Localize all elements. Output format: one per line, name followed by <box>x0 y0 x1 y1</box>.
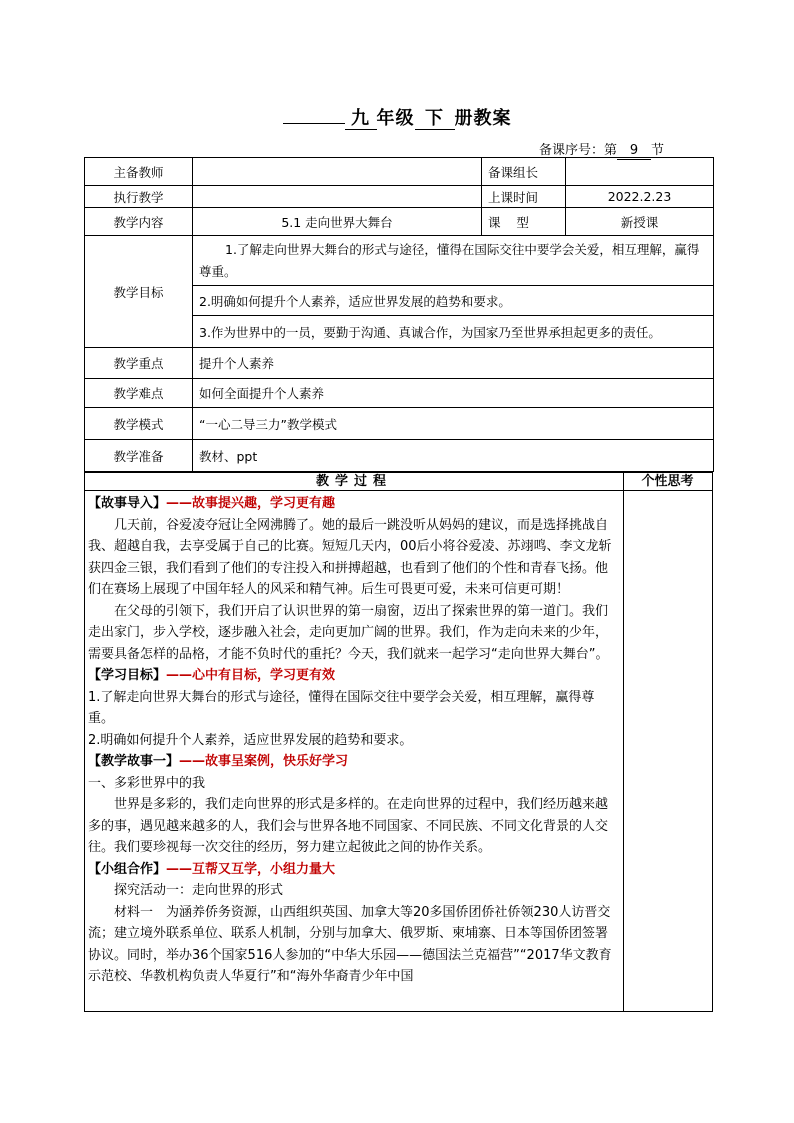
content-value: 5.1 走向世界大舞台 <box>193 208 482 236</box>
section-story-intro <box>88 493 619 515</box>
key-point-value: 提升个人素养 <box>193 348 714 379</box>
term-value: 下 <box>415 109 455 130</box>
term-label: 册教案 <box>454 108 512 129</box>
type-label: 课 型 <box>482 208 566 236</box>
content-label: 教学内容 <box>85 208 193 236</box>
key-point-label: 教学重点 <box>85 348 193 379</box>
row-teacher <box>85 158 714 186</box>
process-header-row <box>84 472 713 490</box>
section-tag: 【教学故事一】 <box>88 754 180 769</box>
row-difficulty <box>85 379 714 408</box>
serial-label: 备课序号：第 <box>538 143 617 158</box>
difficulty-label: 教学难点 <box>85 379 193 408</box>
section-tag: 【小组合作】 <box>88 861 167 877</box>
story-heading: 一、多彩世界中的我 <box>88 775 206 791</box>
grade-value: 九 <box>345 109 377 130</box>
section-tag: 【故事导入】 <box>88 496 167 511</box>
process-body <box>84 490 713 1012</box>
goal-item-2: 2.明确如何提升个人素养，适应世界发展的趋势和要求。 <box>193 286 714 316</box>
mode-label: 教学模式 <box>85 408 193 440</box>
row-mode <box>85 408 714 440</box>
goal-item-1: 1.了解走向世界大舞台的形式与途径，懂得在国际交往中要学会关爱，相互理解，赢得尊重。 <box>193 236 714 286</box>
row-goal-1 <box>85 236 714 286</box>
mode-value: “一心二导三力”教学模式 <box>193 408 714 440</box>
reflection-header: 个性思考 <box>641 474 694 489</box>
lead-teacher-label: 主备教师 <box>85 158 193 186</box>
grade-label: 年级 <box>376 108 415 129</box>
column-divider <box>623 491 624 1011</box>
section-subtitle: ——故事呈案例，快乐好学习 <box>179 754 349 769</box>
prep-value: 教材、ppt <box>193 440 714 472</box>
material-paragraph: 材料一 为涵养侨务资源，山西组织英国、加拿大等20多国侨团侨社侨领230人访晋交流；建立境外联系单位、联系人机制，分别与加拿大、俄罗斯、柬埔寨、日本等国侨团签署协议。同时，举办36个国家516人参加的“中华大乐园——德国法兰克福营”“2017华文教育示范校、华教机构负责人华夏行”和“海外华裔青少年中国 <box>88 904 612 984</box>
group-leader-label: 备课组长 <box>482 158 566 186</box>
learning-goal-2: 2.明确如何提升个人素养，适应世界发展的趋势和要求。 <box>88 732 413 748</box>
section-learning-goals <box>88 665 619 687</box>
type-value: 新授课 <box>566 208 714 236</box>
section-subtitle: ——互帮又互学，小组力量大 <box>166 861 336 877</box>
row-executor <box>85 186 714 208</box>
section-teaching-story <box>88 751 619 773</box>
difficulty-value: 如何全面提升个人素养 <box>193 379 714 408</box>
lead-teacher-value <box>193 158 482 186</box>
class-time-label: 上课时间 <box>482 186 566 208</box>
learning-goal-1: 1.了解走向世界大舞台的形式与途径，懂得在国际交往中要学会关爱，相互理解，赢得尊重。 <box>88 689 595 726</box>
story-paragraph: 世界是多彩的，我们走向世界的形式是多样的。在走向世界的过程中，我们经历越来越多的事，遇见越来越多的人，我们会与世界各地不同国家、不同民族、不同文化背景的人交往。我们要珍视每一次交往的经历，努力建立起彼此之间的协作关系。 <box>88 797 609 855</box>
intro-paragraph-1: 几天前，谷爱凌夺冠让全网沸腾了。她的最后一跳没听从妈妈的建议，而是选择挑战自我、超越自我，去享受属于自己的比赛。短短几天内，00后小将谷爱凌、苏翊鸣、李文龙斩获四金三银，我们看到了他们的专注投入和拼搏超越，也看到了他们的个性和青春飞扬。他们在赛场上展现了中国年轻人的风采和精气神。后生可畏更可爱，未来可信更可期！ <box>88 517 612 597</box>
executor-label: 执行教学 <box>85 186 193 208</box>
prep-label: 教学准备 <box>85 440 193 472</box>
row-content <box>85 208 714 236</box>
section-subtitle: ——心中有目标，学习更有效 <box>166 668 336 683</box>
group-leader-value <box>566 158 714 186</box>
intro-paragraph-2: 在父母的引领下，我们开启了认识世界的第一扇窗，迈出了探索世界的第一道门。我们走出家门，步入学校，逐步融入社会，走向更加广阔的世界。我们，作为走向未来的少年，需要具备怎样的品格，才能不负时代的重托？今天，我们就来一起学习“走向世界大舞台”。 <box>88 603 609 662</box>
document-title <box>0 104 794 130</box>
goals-label: 教学目标 <box>85 236 193 348</box>
process-header: 教学过程 <box>85 473 624 490</box>
class-time-value: 2022.2.23 <box>566 186 714 208</box>
process-content <box>88 493 619 988</box>
row-key-point <box>85 348 714 379</box>
section-group-work <box>88 859 619 881</box>
serial-number: 9 <box>617 143 651 160</box>
grade-prefix-blank <box>283 123 345 124</box>
lesson-info-table <box>84 157 714 472</box>
section-subtitle: ——故事提兴趣，学习更有趣 <box>166 496 336 511</box>
goal-item-3: 3.作为世界中的一员，要勤于沟通、真诚合作，为国家乃至世界承担起更多的责任。 <box>193 316 714 348</box>
executor-value <box>193 186 482 208</box>
serial-unit: 节 <box>650 143 664 158</box>
activity-title: 探究活动一：走向世界的形式 <box>114 883 284 898</box>
section-tag: 【学习目标】 <box>88 668 167 683</box>
row-prep <box>85 440 714 472</box>
